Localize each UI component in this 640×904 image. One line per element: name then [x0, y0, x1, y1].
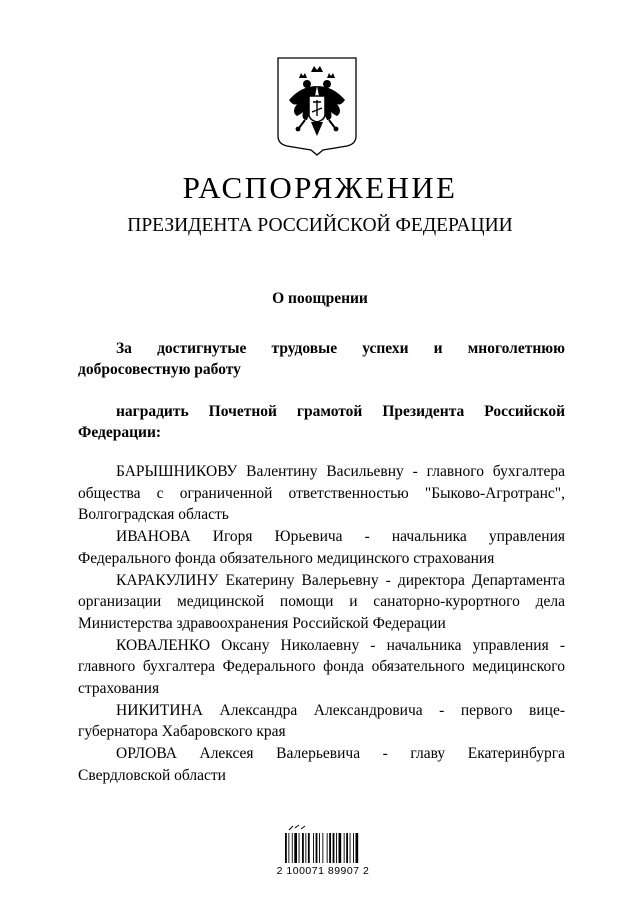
issuer-title: ПРЕЗИДЕНТА РОССИЙСКОЙ ФЕДЕРАЦИИ [127, 215, 513, 236]
awardee-position: - первого вице-губернатора Хабаровского края [78, 701, 565, 741]
preamble-line-2: добросовестную работу [78, 361, 241, 378]
awardee-item [78, 570, 565, 635]
awardee-name: ОРЛОВА Алексея Валерьевича [116, 745, 361, 763]
awardee-item [78, 526, 565, 569]
barcode-bar [327, 833, 328, 863]
barcode-bar [329, 833, 331, 863]
barcode-bar [302, 833, 304, 863]
coat-of-arms-emblem [275, 56, 359, 156]
barcode-bar [353, 833, 354, 863]
barcode-bar [346, 833, 348, 863]
barcode-bar [308, 833, 310, 863]
barcode-bar [292, 833, 293, 863]
awardee-item [78, 635, 565, 700]
awardee-name: БАРЫШНИКОВУ Валентину Васильевну [116, 463, 404, 480]
decision-paragraph [78, 401, 565, 443]
barcode-bar [333, 833, 335, 863]
barcode-bar [350, 833, 351, 863]
awardee-name: КАРАКУЛИНУ Екатерину Валерьевну [116, 571, 379, 589]
barcode-bar [344, 833, 345, 863]
awardee-position: - начальника управления - главного бухгалтера Федерального фонда обязательного медицинского страхования [78, 636, 565, 698]
awardee-position: - главного бухгалтера общества с ограниченной ответственностью "Быково-Агротранс", Волгоградская область [78, 463, 565, 524]
barcode-bar [288, 833, 289, 863]
awardee-item [78, 461, 565, 526]
awardee-name: КОВАЛЕНКО Оксану Николаевну [116, 636, 360, 654]
barcode-bar [299, 833, 300, 863]
document-subject: О поощрении [272, 290, 368, 307]
barcode-bar [285, 833, 287, 863]
barcode-bar [339, 833, 342, 863]
decision-line-2: Федерации: [78, 424, 162, 441]
awardee-position: - директора Департамента организации медицинской помощи и санаторно-курортного дела Министерства здравоохранения Российской Федерации [78, 571, 565, 632]
awardee-item [78, 743, 565, 786]
barcode-bar [322, 833, 323, 863]
barcode-bar [319, 833, 320, 863]
barcode-bar [313, 833, 314, 863]
barcode-bar [356, 833, 359, 863]
awardee-name: НИКИТИНА Александра Александровича [116, 701, 423, 719]
barcode-bar [305, 833, 306, 863]
barcode-bar [336, 833, 337, 863]
awardee-name: ИВАНОВА Игоря Юрьевича [116, 528, 343, 546]
barcode-bar [294, 833, 297, 863]
preamble-paragraph [78, 338, 565, 380]
awardee-position: - главу Екатеринбурга Свердловской области [78, 745, 565, 784]
decision-line-1: наградить Почетной грамотой Президента Российской [116, 403, 565, 420]
document-type-title: РАСПОРЯЖЕНИЕ [182, 170, 458, 205]
barcode-bar [316, 833, 318, 863]
awardee-position: - начальника управления Федерального фонда обязательного медицинского страхования [78, 528, 566, 567]
barcode-number: 2 100071 89907 2 [276, 865, 370, 877]
awardee-item [78, 700, 565, 743]
preamble-line-1: За достигнутые трудовые успехи и многолетнюю [116, 340, 565, 357]
awardee-list [78, 461, 565, 787]
